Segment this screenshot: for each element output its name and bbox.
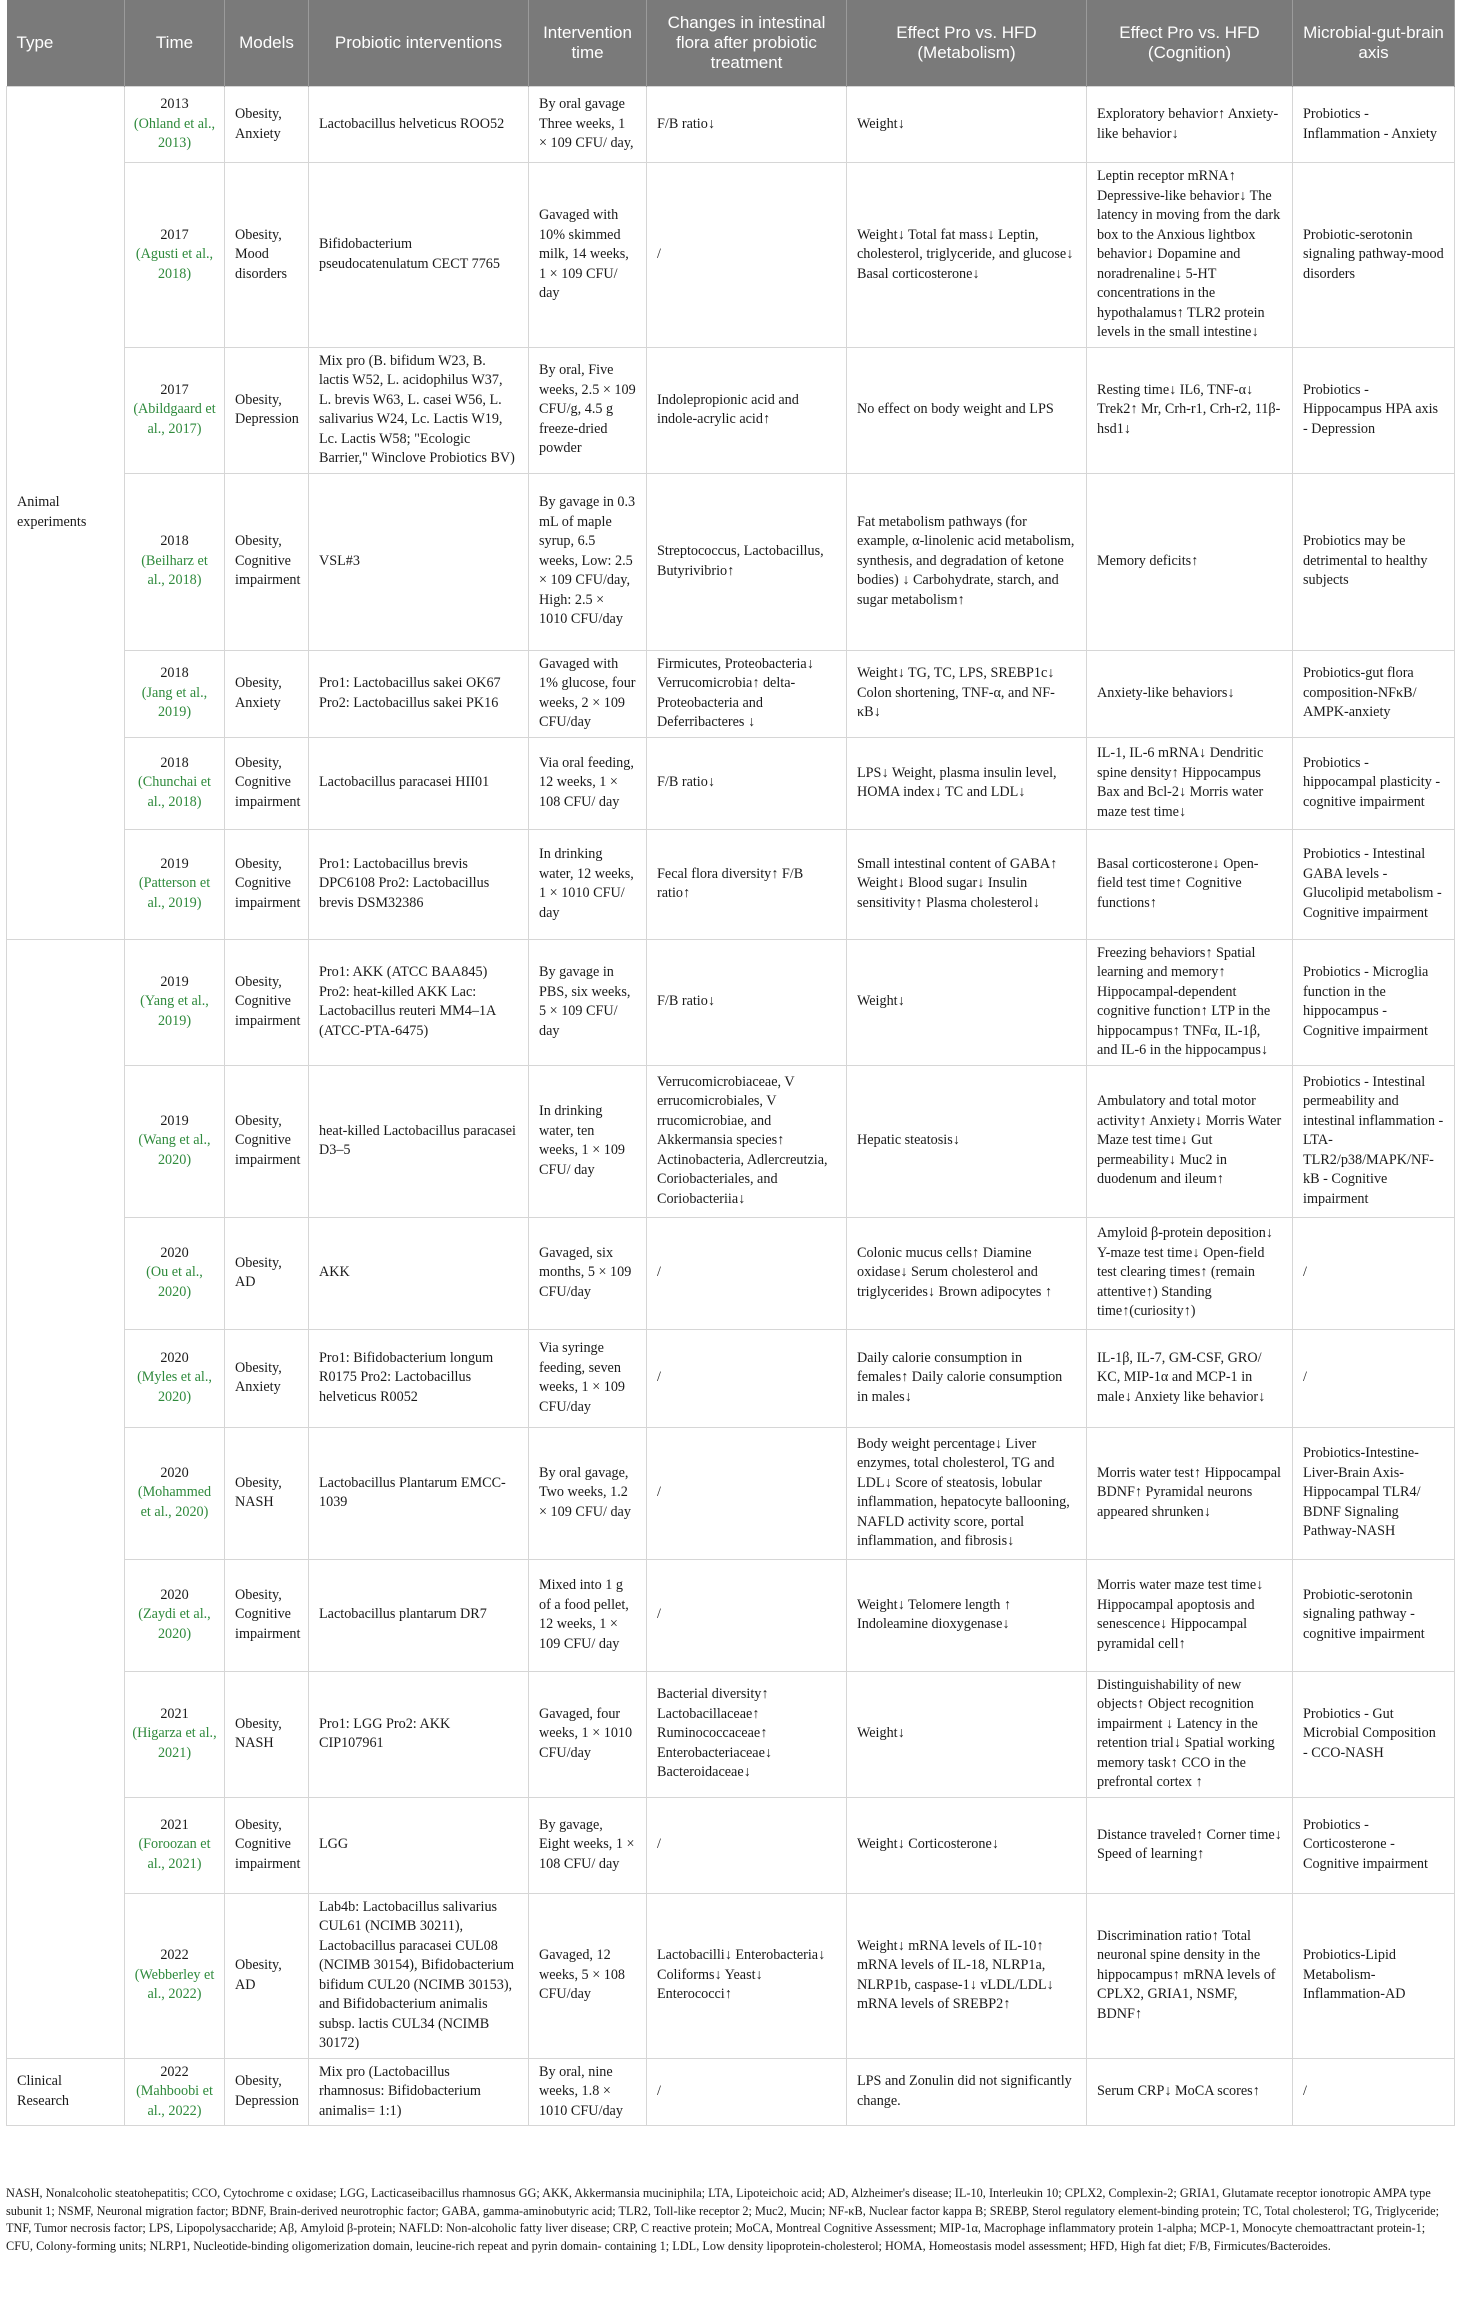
models-cell: Obesity, Depression xyxy=(225,347,309,473)
header-interventions: Probiotic interventions xyxy=(309,0,529,87)
table-row xyxy=(7,1797,1455,1893)
table-row xyxy=(7,163,1455,348)
time-cell xyxy=(125,2058,225,2126)
intervention-time-cell: By gavage in 0.3 mL of maple syrup, 6.5 weeks, Low: 2.5 × 109 CFU/day, High: 2.5 × 1010 CFU/day xyxy=(529,473,647,650)
intervention-time-cell: Gavaged with 10% skimmed milk, 14 weeks, 1 × 109 CFU/ day xyxy=(529,163,647,348)
type-cell: Animal experiments xyxy=(7,87,125,940)
metabolism-cell: Weight↓ xyxy=(847,87,1087,163)
flora-cell: Verrucomicrobiaceae, V errucomicrobiales, V rrucomicrobiae, and Akkermansia species↑ Actinobacteria, Adlercreutzia, Coriobacteriales, and Coriobacteriia↓ xyxy=(647,1065,847,1217)
type-cell xyxy=(7,939,125,2058)
intervention-time-cell: Via oral feeding, 12 weeks, 1 × 108 CFU/ day xyxy=(529,737,647,829)
metabolism-cell: Weight↓ mRNA levels of IL-10↑ mRNA levels of IL-18, NLRP1a, NLRP1b, caspase-1↓ vLDL/LDL↓ mRNA levels of SREBP2↑ xyxy=(847,1893,1087,2058)
axis-cell: Probiotics - Gut Microbial Composition - CCO-NASH xyxy=(1293,1671,1455,1797)
cognition-cell: Freezing behaviors↑ Spatial learning and memory↑ Hippocampal-dependent cognitive function↑ LTP in the hippocampus↑ TNFα, IL-1β, and IL-6 in the hippocampus↓ xyxy=(1087,939,1293,1065)
cognition-cell: Exploratory behavior↑ Anxiety-like behavior↓ xyxy=(1087,87,1293,163)
axis-cell: Probiotic-serotonin signaling pathway - cognitive impairment xyxy=(1293,1559,1455,1671)
table-row xyxy=(7,2058,1455,2126)
year-text: 2013 xyxy=(160,96,189,113)
cognition-cell: Distinguishability of new objects↑ Object recognition impairment ↓ Latency in the retention trial↓ Spatial working memory task↑ CCO in the prefrontal cortex ↑ xyxy=(1087,1671,1293,1797)
metabolism-cell: Weight↓ Telomere length ↑ Indoleamine dioxygenase↓ xyxy=(847,1559,1087,1671)
intervention-cell: Lab4b: Lactobacillus salivarius CUL61 (NCIMB 30211), Lactobacillus paracasei CUL08 (NCIMB 30154), Bifidobacterium bifidum CUL20 (NCIMB 30153), and Bifidobacterium animalis subsp. lactis CUL34 (NCIMB 30172) xyxy=(309,1893,529,2058)
flora-cell: / xyxy=(647,1559,847,1671)
metabolism-cell: Colonic mucus cells↑ Diamine oxidase↓ Serum cholesterol and triglycerides↓ Brown adipocytes ↑ xyxy=(847,1217,1087,1329)
reference-link[interactable]: (Yang et al., 2019) xyxy=(140,993,209,1029)
axis-cell: Probiotics may be detrimental to healthy subjects xyxy=(1293,473,1455,650)
axis-cell: Probiotics-Intestine-Liver-Brain Axis-Hippocampal TLR4/ BDNF Signaling Pathway-NASH xyxy=(1293,1427,1455,1559)
flora-cell: F/B ratio↓ xyxy=(647,939,847,1065)
intervention-time-cell: Gavaged, six months, 5 × 109 CFU/day xyxy=(529,1217,647,1329)
time-cell xyxy=(125,1671,225,1797)
reference-link[interactable]: (Mahboobi et al., 2022) xyxy=(136,2083,213,2119)
models-cell: Obesity, AD xyxy=(225,1217,309,1329)
time-cell xyxy=(125,473,225,650)
metabolism-cell: Fat metabolism pathways (for example, α-linolenic acid metabolism, synthesis, and degradation of ketone bodies) ↓ Carbohydrate, starch, and sugar metabolism↑ xyxy=(847,473,1087,650)
cognition-cell: Amyloid β-protein deposition↓ Y-maze test time↓ Open-field test clearing times↑ (remain attentive↑) Standing time↑(curiosity↑) xyxy=(1087,1217,1293,1329)
time-cell xyxy=(125,163,225,348)
flora-cell: / xyxy=(647,1329,847,1427)
year-text: 2018 xyxy=(160,754,189,771)
probiotics-table xyxy=(6,0,1455,2126)
intervention-time-cell: By gavage in PBS, six weeks, 5 × 109 CFU/ day xyxy=(529,939,647,1065)
intervention-time-cell: By gavage, Eight weeks, 1 × 108 CFU/ day xyxy=(529,1797,647,1893)
flora-cell: F/B ratio↓ xyxy=(647,87,847,163)
models-cell: Obesity, Cognitive impairment xyxy=(225,1065,309,1217)
year-text: 2022 xyxy=(160,1947,189,1964)
reference-link[interactable]: (Chunchai et al., 2018) xyxy=(138,774,211,810)
time-cell xyxy=(125,347,225,473)
year-text: 2019 xyxy=(160,1112,189,1129)
models-cell: Obesity, Cognitive impairment xyxy=(225,1797,309,1893)
reference-link[interactable]: (Wang et al., 2020) xyxy=(138,1132,211,1168)
axis-cell: Probiotics - Intestinal GABA levels - Glucolipid metabolism - Cognitive impairment xyxy=(1293,829,1455,939)
table-row xyxy=(7,1217,1455,1329)
table-body xyxy=(7,87,1455,2126)
intervention-time-cell: By oral gavage, Two weeks, 1.2 × 109 CFU/ day xyxy=(529,1427,647,1559)
table-row xyxy=(7,347,1455,473)
reference-link[interactable]: (Patterson et al., 2019) xyxy=(138,875,211,911)
cognition-cell: Serum CRP↓ MoCA scores↑ xyxy=(1087,2058,1293,2126)
time-cell xyxy=(125,1893,225,2058)
intervention-cell: heat-killed Lactobacillus paracasei D3–5 xyxy=(309,1065,529,1217)
flora-cell: / xyxy=(647,1797,847,1893)
flora-cell: Lactobacilli↓ Enterobacteria↓ Coliforms↓ Yeast↓ Enterococci↑ xyxy=(647,1893,847,2058)
axis-cell: / xyxy=(1293,1217,1455,1329)
flora-cell: Streptococcus, Lactobacillus, Butyrivibrio↑ xyxy=(647,473,847,650)
flora-cell: / xyxy=(647,2058,847,2126)
header-time: Time xyxy=(125,0,225,87)
cognition-cell: Memory deficits↑ xyxy=(1087,473,1293,650)
intervention-time-cell: Gavaged, four weeks, 1 × 1010 CFU/day xyxy=(529,1671,647,1797)
reference-link[interactable]: (Mohammed et al., 2020) xyxy=(137,1484,212,1520)
axis-cell: Probiotics-gut flora composition-NFκB/ AMPK-anxiety xyxy=(1293,650,1455,737)
axis-cell: Probiotics-Lipid Metabolism-Inflammation-AD xyxy=(1293,1893,1455,2058)
header-flora: Changes in intestinal flora after probiotic treatment xyxy=(647,0,847,87)
cognition-cell: Basal corticosterone↓ Open-field test time↑ Cognitive functions↑ xyxy=(1087,829,1293,939)
metabolism-cell: Small intestinal content of GABA↑ Weight↓ Blood sugar↓ Insulin sensitivity↑ Plasma cholesterol↓ xyxy=(847,829,1087,939)
flora-cell: Indolepropionic acid and indole-acrylic acid↑ xyxy=(647,347,847,473)
reference-link[interactable]: (Zaydi et al., 2020) xyxy=(138,1606,211,1642)
metabolism-cell: Body weight percentage↓ Liver enzymes, total cholesterol, TG and LDL↓ Score of steatosis, lobular inflammation, hepatocyte ballooning, NAFLD activity score, portal inflammation, and fibrosis↓ xyxy=(847,1427,1087,1559)
year-text: 2019 xyxy=(160,855,189,872)
metabolism-cell: LPS↓ Weight, plasma insulin level, HOMA index↓ TC and LDL↓ xyxy=(847,737,1087,829)
reference-link[interactable]: (Webberley et al., 2022) xyxy=(134,1966,215,2003)
intervention-cell: Pro1: Lactobacillus brevis DPC6108 Pro2: Lactobacillus brevis DSM32386 xyxy=(309,829,529,939)
table-row xyxy=(7,1065,1455,1217)
reference-link[interactable]: (Agusti et al., 2018) xyxy=(135,246,214,282)
intervention-cell: AKK xyxy=(309,1217,529,1329)
time-cell xyxy=(125,1427,225,1559)
table-header-row xyxy=(7,0,1455,87)
intervention-time-cell: Gavaged, 12 weeks, 5 × 108 CFU/day xyxy=(529,1893,647,2058)
intervention-cell: Pro1: LGG Pro2: AKK CIP107961 xyxy=(309,1671,529,1797)
reference-link[interactable]: (Myles et al., 2020) xyxy=(137,1369,212,1405)
models-cell: Obesity, NASH xyxy=(225,1671,309,1797)
time-cell xyxy=(125,939,225,1065)
reference-link[interactable]: (Higarza et al., 2021) xyxy=(132,1725,217,1761)
cognition-cell: Anxiety-like behaviors↓ xyxy=(1087,650,1293,737)
intervention-time-cell: By oral gavage Three weeks, 1 × 109 CFU/ day, xyxy=(529,87,647,163)
intervention-cell: VSL#3 xyxy=(309,473,529,650)
models-cell: Obesity, Anxiety xyxy=(225,650,309,737)
time-cell xyxy=(125,87,225,163)
reference-link[interactable]: (Ohland et al., 2013) xyxy=(133,115,216,152)
year-text: 2018 xyxy=(160,533,189,550)
cognition-cell: Resting time↓ IL6, TNF-α↓ Trek2↑ Mr, Crh-r1, Crh-r2, 11β-hsd1↓ xyxy=(1087,347,1293,473)
models-cell: Obesity, Cognitive impairment xyxy=(225,473,309,650)
reference-link[interactable]: (Abildgaard et al., 2017) xyxy=(133,401,216,437)
models-cell: Obesity, Anxiety xyxy=(225,1329,309,1427)
models-cell: Obesity, Cognitive impairment xyxy=(225,939,309,1065)
intervention-cell: Lactobacillus helveticus ROO52 xyxy=(309,87,529,163)
metabolism-cell: Weight↓ Corticosterone↓ xyxy=(847,1797,1087,1893)
time-cell xyxy=(125,1065,225,1217)
reference-link[interactable]: (Ou et al., 2020) xyxy=(146,1264,203,1300)
flora-cell: / xyxy=(647,1217,847,1329)
models-cell: Obesity, Mood disorders xyxy=(225,163,309,348)
year-text: 2017 xyxy=(160,226,189,243)
table-row xyxy=(7,1329,1455,1427)
models-cell: Obesity, Cognitive impairment xyxy=(225,737,309,829)
table-row xyxy=(7,650,1455,737)
table-row xyxy=(7,939,1455,1065)
cognition-cell: Distance traveled↑ Corner time↓ Speed of learning↑ xyxy=(1087,1797,1293,1893)
year-text: 2018 xyxy=(160,665,189,682)
intervention-cell: Lactobacillus plantarum DR7 xyxy=(309,1559,529,1671)
intervention-time-cell: By oral, nine weeks, 1.8 × 1010 CFU/day xyxy=(529,2058,647,2126)
models-cell: Obesity, Cognitive impairment xyxy=(225,829,309,939)
year-text: 2019 xyxy=(160,973,189,990)
table-row xyxy=(7,1559,1455,1671)
models-cell: Obesity, Depression xyxy=(225,2058,309,2126)
axis-cell: Probiotics - Inflammation - Anxiety xyxy=(1293,87,1455,163)
flora-cell: Fecal flora diversity↑ F/B ratio↑ xyxy=(647,829,847,939)
intervention-cell: Pro1: AKK (ATCC BAA845) Pro2: heat-killed AKK Lac: Lactobacillus reuteri MM4–1A (ATCC-PTA-6475) xyxy=(309,939,529,1065)
intervention-cell: Pro1: Bifidobacterium longum R0175 Pro2: Lactobacillus helveticus R0052 xyxy=(309,1329,529,1427)
header-axis: Microbial-gut-brain axis xyxy=(1293,0,1455,87)
axis-cell: / xyxy=(1293,2058,1455,2126)
models-cell: Obesity, Anxiety xyxy=(225,87,309,163)
time-cell xyxy=(125,829,225,939)
cognition-cell: IL-1, IL-6 mRNA↓ Dendritic spine density↑ Hippocampus Bax and Bcl-2↓ Morris water maze test time↓ xyxy=(1087,737,1293,829)
reference-link[interactable]: (Foroozan et al., 2021) xyxy=(138,1836,211,1872)
time-cell xyxy=(125,650,225,737)
year-text: 2020 xyxy=(160,1349,189,1366)
header-cognition: Effect Pro vs. HFD (Cognition) xyxy=(1087,0,1293,87)
header-intervention-time: Intervention time xyxy=(529,0,647,87)
metabolism-cell: No effect on body weight and LPS xyxy=(847,347,1087,473)
header-models: Models xyxy=(225,0,309,87)
year-text: 2017 xyxy=(160,381,189,398)
time-cell xyxy=(125,1559,225,1671)
axis-cell: Probiotic-serotonin signaling pathway-mood disorders xyxy=(1293,163,1455,348)
intervention-time-cell: Gavaged with 1% glucose, four weeks, 2 × 109 CFU/day xyxy=(529,650,647,737)
metabolism-cell: Daily calorie consumption in females↑ Daily calorie consumption in males↓ xyxy=(847,1329,1087,1427)
flora-cell: Firmicutes, Proteobacteria↓ Verrucomicrobia↑ delta-Proteobacteria and Deferribacteres ↓ xyxy=(647,650,847,737)
year-text: 2021 xyxy=(160,1816,189,1833)
type-cell: Clinical Research xyxy=(7,2058,125,2126)
reference-link[interactable]: (Beilharz et al., 2018) xyxy=(141,552,208,589)
intervention-time-cell: Via syringe feeding, seven weeks, 1 × 109 CFU/day xyxy=(529,1329,647,1427)
intervention-cell: Pro1: Lactobacillus sakei OK67 Pro2: Lactobacillus sakei PK16 xyxy=(309,650,529,737)
table-row xyxy=(7,829,1455,939)
table-row xyxy=(7,1671,1455,1797)
intervention-time-cell: In drinking water, ten weeks, 1 × 109 CFU/ day xyxy=(529,1065,647,1217)
table-footnote: NASH, Nonalcoholic steatohepatitis; CCO, Cytochrome c oxidase; LGG, Lacticaseibacillus rhamnosus GG; AKK, Akkermansia muciniphila; LTA, Lipoteichoic acid; AD, Alzheimer's disease; IL-10, Interleukin 10; CPLX2, Complexin-2; GRIA1, Glutamate receptor ionotropic AMPA type subunit 1; NSMF, Neuronal migration factor; BDNF, Brain-derived neurotrophic factor; GABA, gamma-aminobutyric acid; TLR2, Toll-like receptor 2; Muc2, Mucin; NF-κB, Nuclear factor kappa B; SREBP, Sterol regulatory element-binding protein; TC, Total cholesterol; TG, Triglyceride; TNF, Tumor necrosis factor; LPS, Lipopolysaccharide; Aβ, Amyloid β-protein; NAFLD: Non-alcoholic fatty liver disease; CRP, C reactive protein; MoCA, Montreal Cognitive Assessment; MIP-1α, Macrophage inflammatory protein 1-alpha; MCP-1, Monocyte chemoattractant protein-1; CFU, Colony-forming units; NLRP1, Nucleotide-binding oligomerization domain, leucine-rich repeat and pyrin domain- containing 1; LDL, Low density lipoprotein-cholesterol; HOMA, Homeostasis model assessment; HFD, High fat diet; F/B, Firmicutes/Bacteroides. xyxy=(6,2186,1439,2253)
models-cell: Obesity, AD xyxy=(225,1893,309,2058)
flora-cell: / xyxy=(647,163,847,348)
intervention-time-cell: In drinking water, 12 weeks, 1 × 1010 CFU/ day xyxy=(529,829,647,939)
flora-cell: / xyxy=(647,1427,847,1559)
metabolism-cell: Hepatic steatosis↓ xyxy=(847,1065,1087,1217)
intervention-cell: LGG xyxy=(309,1797,529,1893)
table-row xyxy=(7,1427,1455,1559)
year-text: 2020 xyxy=(160,1586,189,1603)
header-type: Type xyxy=(7,0,125,87)
metabolism-cell: Weight↓ Total fat mass↓ Leptin, cholesterol, triglyceride, and glucose↓ Basal corticosterone↓ xyxy=(847,163,1087,348)
metabolism-cell: Weight↓ xyxy=(847,1671,1087,1797)
axis-cell: Probiotics - Intestinal permeability and intestinal inflammation - LTA-TLR2/p38/MAPK/NF-kB - Cognitive impairment xyxy=(1293,1065,1455,1217)
models-cell: Obesity, Cognitive impairment xyxy=(225,1559,309,1671)
intervention-time-cell: Mixed into 1 g of a food pellet, 12 weeks, 1 × 109 CFU/ day xyxy=(529,1559,647,1671)
table-row xyxy=(7,1893,1455,2058)
reference-link[interactable]: (Jang et al., 2019) xyxy=(141,684,208,721)
axis-cell: / xyxy=(1293,1329,1455,1427)
table-row xyxy=(7,737,1455,829)
time-cell xyxy=(125,1217,225,1329)
metabolism-cell: Weight↓ TG, TC, LPS, SREBP1c↓ Colon shortening, TNF-α, and NF-κB↓ xyxy=(847,650,1087,737)
time-cell xyxy=(125,1329,225,1427)
cognition-cell: Discrimination ratio↑ Total neuronal spine density in the hippocampus↑ mRNA levels of CPLX2, GRIA1, NSMF, BDNF↑ xyxy=(1087,1893,1293,2058)
table-row xyxy=(7,87,1455,163)
year-text: 2020 xyxy=(160,1244,189,1261)
cognition-cell: Ambulatory and total motor activity↑ Anxiety↓ Morris Water Maze test time↓ Gut permeability↓ Muc2 in duodenum and ileum↑ xyxy=(1087,1065,1293,1217)
intervention-cell: Mix pro (B. bifidum W23, B. lactis W52, L. acidophilus W37, L. brevis W63, L. casei W56, L. salivarius W24, Lc. Lactis W19, Lc. Lactis W58; "Ecologic Barrier," Winclove Probiotics BV) xyxy=(309,347,529,473)
table-row xyxy=(7,473,1455,650)
axis-cell: Probiotics - Hippocampus HPA axis - Depression xyxy=(1293,347,1455,473)
year-text: 2021 xyxy=(160,1705,189,1722)
metabolism-cell: LPS and Zonulin did not significantly change. xyxy=(847,2058,1087,2126)
axis-cell: Probiotics - Microglia function in the hippocampus - Cognitive impairment xyxy=(1293,939,1455,1065)
metabolism-cell: Weight↓ xyxy=(847,939,1087,1065)
intervention-cell: Lactobacillus paracasei HII01 xyxy=(309,737,529,829)
intervention-time-cell: By oral, Five weeks, 2.5 × 109 CFU/g, 4.5 g freeze-dried powder xyxy=(529,347,647,473)
cognition-cell: IL-1β, IL-7, GM-CSF, GRO/ KC, MIP-1α and MCP-1 in male↓ Anxiety like behavior↓ xyxy=(1087,1329,1293,1427)
cognition-cell: Leptin receptor mRNA↑ Depressive-like behavior↓ The latency in moving from the dark box to the Anxious lightbox behavior↓ Dopamine and noradrenaline↓ 5-HT concentrations in the hypothalamus↑ TLR2 protein levels in the small intestine↓ xyxy=(1087,163,1293,348)
time-cell xyxy=(125,737,225,829)
cognition-cell: Morris water maze test time↓ Hippocampal apoptosis and senescence↓ Hippocampal pyramidal cell↑ xyxy=(1087,1559,1293,1671)
year-text: 2020 xyxy=(160,1464,189,1481)
models-cell: Obesity, NASH xyxy=(225,1427,309,1559)
year-text: 2022 xyxy=(160,2063,189,2080)
axis-cell: Probiotics - Corticosterone - Cognitive impairment xyxy=(1293,1797,1455,1893)
flora-cell: Bacterial diversity↑ Lactobacillaceae↑ Ruminococcaceae↑ Enterobacteriaceae↓ Bacteroidaceae↓ xyxy=(647,1671,847,1797)
cognition-cell: Morris water test↑ Hippocampal BDNF↑ Pyramidal neurons appeared shrunken↓ xyxy=(1087,1427,1293,1559)
intervention-cell: Mix pro (Lactobacillus rhamnosus: Bifidobacterium animalis= 1:1) xyxy=(309,2058,529,2126)
time-cell xyxy=(125,1797,225,1893)
intervention-cell: Bifidobacterium pseudocatenulatum CECT 7765 xyxy=(309,163,529,348)
flora-cell: F/B ratio↓ xyxy=(647,737,847,829)
header-metabolism: Effect Pro vs. HFD (Metabolism) xyxy=(847,0,1087,87)
axis-cell: Probiotics - hippocampal plasticity - cognitive impairment xyxy=(1293,737,1455,829)
intervention-cell: Lactobacillus Plantarum EMCC-1039 xyxy=(309,1427,529,1559)
